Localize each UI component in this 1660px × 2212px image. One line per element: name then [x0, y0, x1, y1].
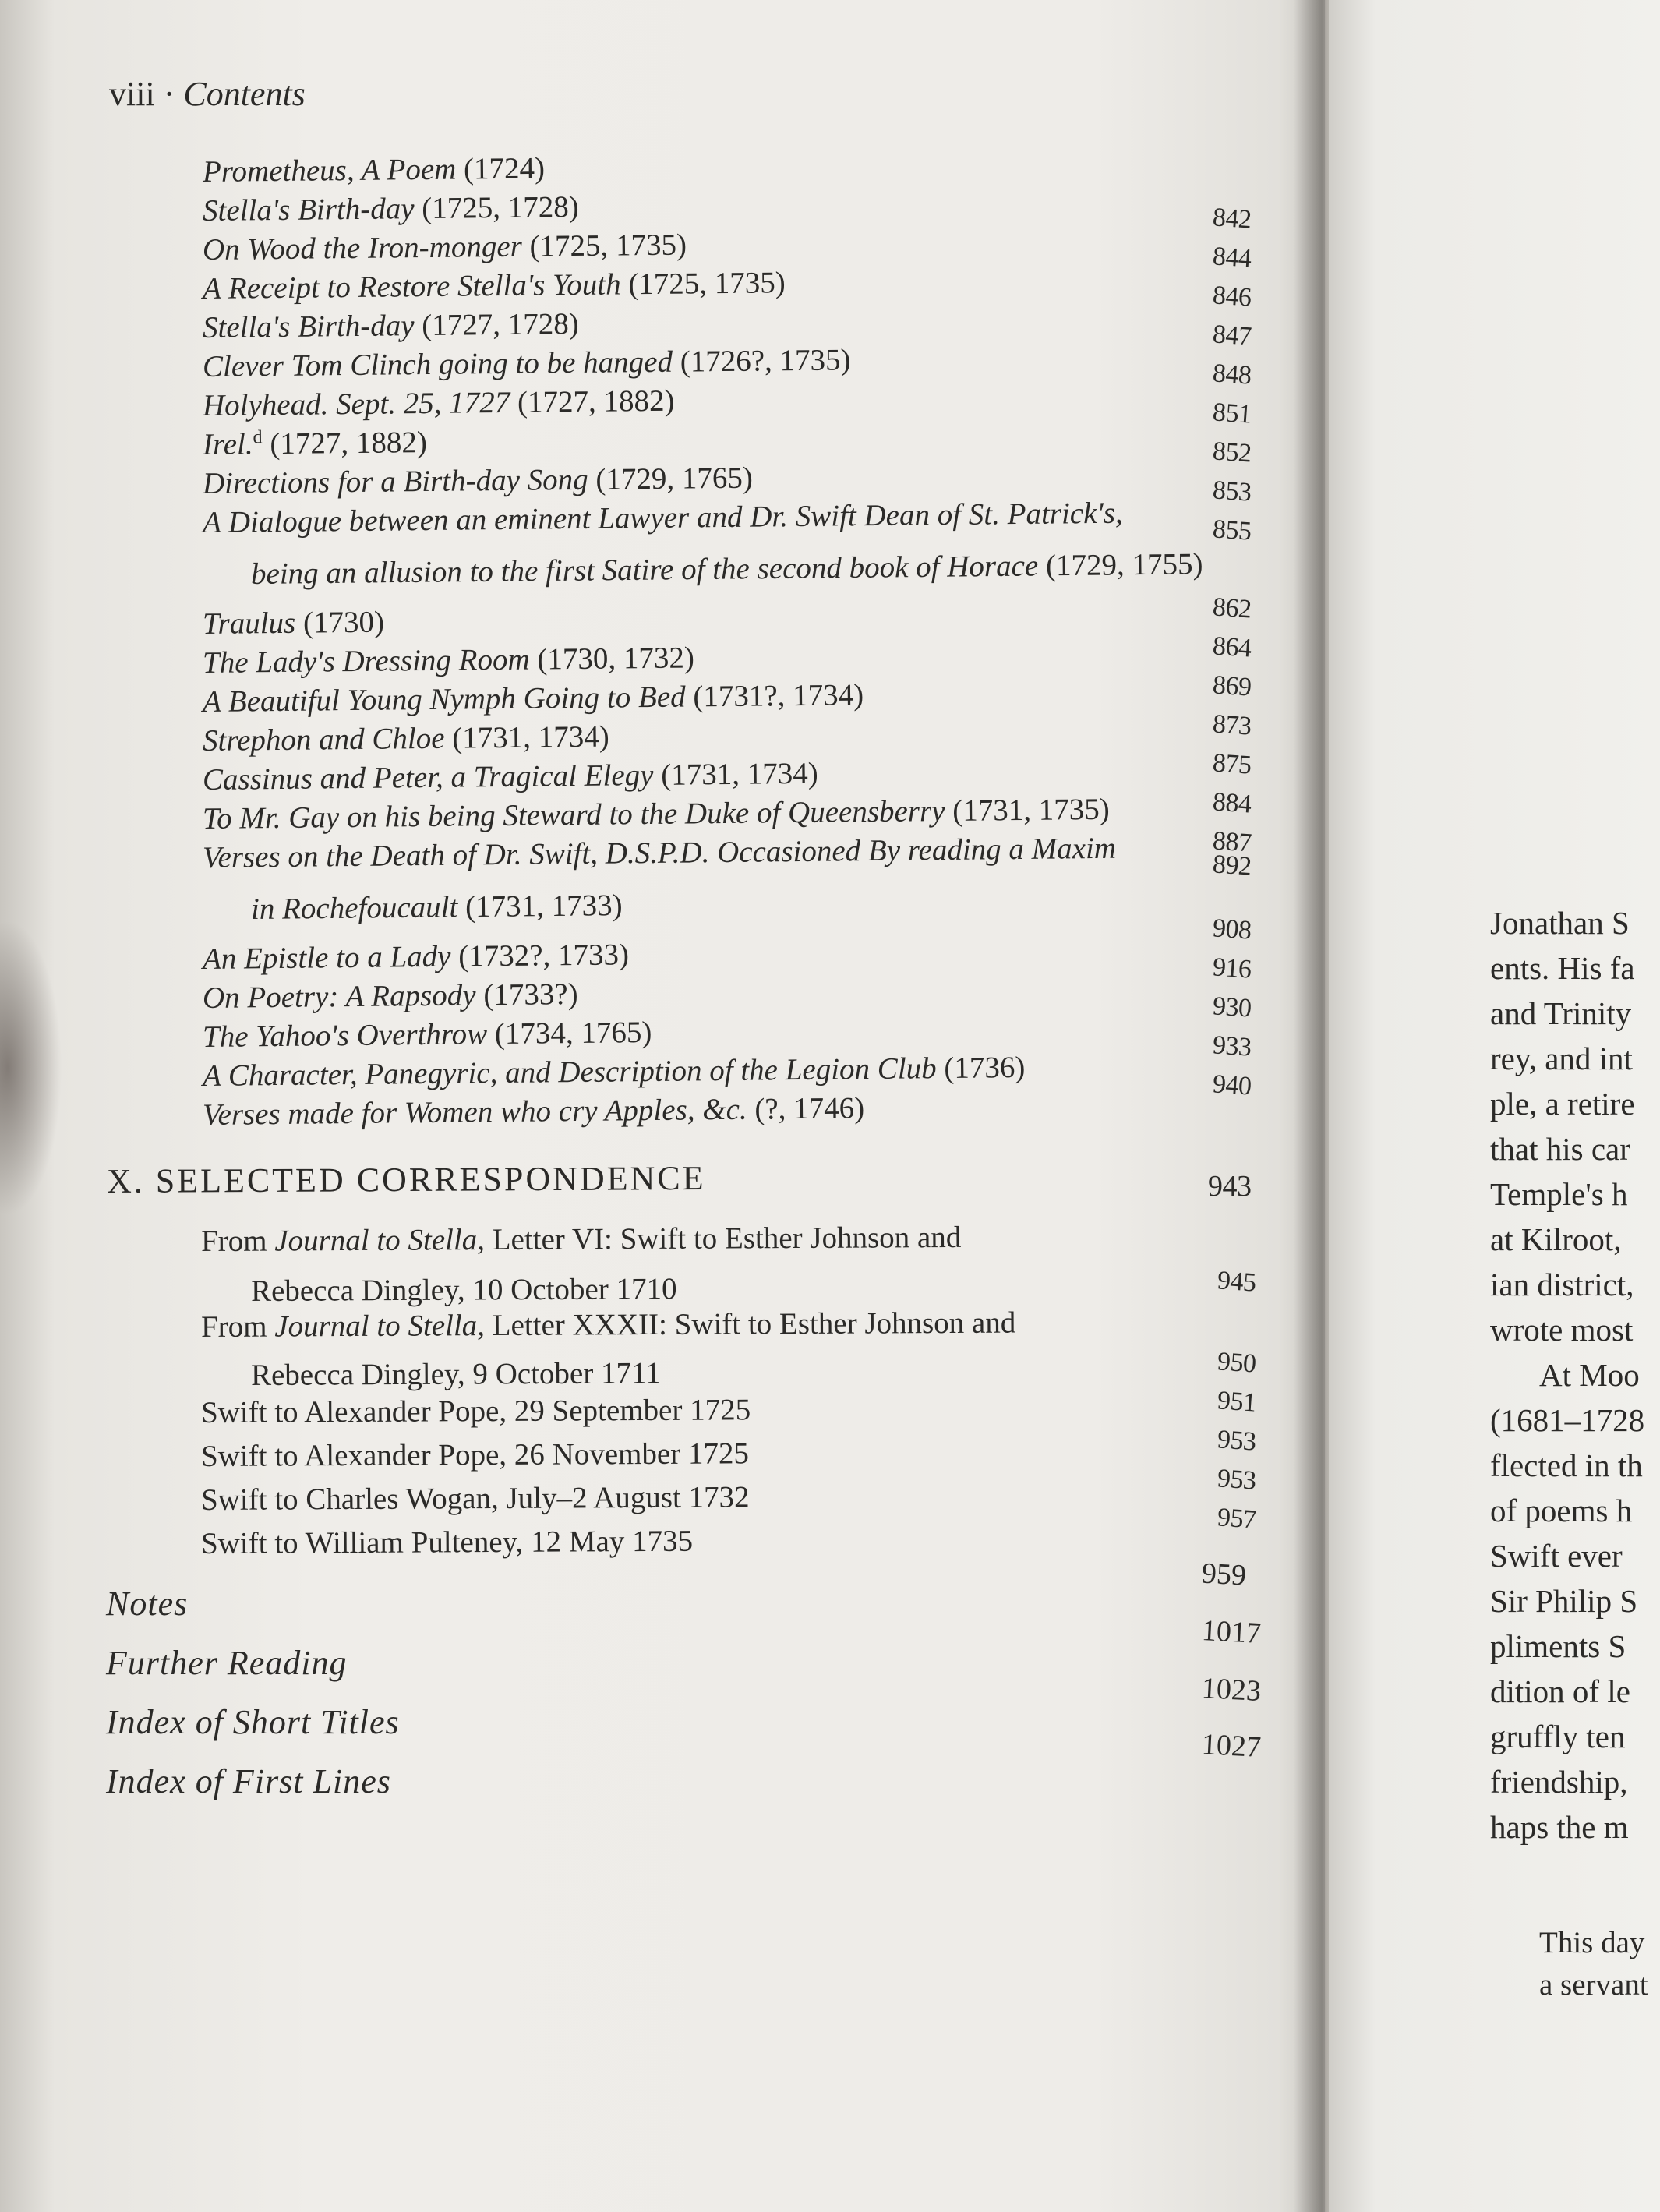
poem-title: Strephon and Chloe	[202, 721, 445, 758]
letter-prefix: From	[200, 1224, 275, 1258]
poem-dates: (?, 1746)	[747, 1091, 865, 1126]
right-page-line: haps the m	[1490, 1809, 1629, 1845]
poem-title: A Character, Panegyric, and Description of the Legion Club	[202, 1051, 937, 1093]
poem-dates: (1731, 1734)	[653, 756, 818, 792]
letter-entry: Swift to William Pulteney, 12 May 1735	[200, 1524, 694, 1560]
poem-dates: (1731, 1734)	[444, 719, 609, 755]
poem-title-continued: in Rochefoucault	[250, 890, 458, 926]
poem-dates: (1731, 1735)	[945, 792, 1110, 829]
poem-dates: (1734, 1765)	[486, 1015, 652, 1051]
page-number: 869	[1211, 670, 1252, 702]
page-number: 953	[1216, 1464, 1257, 1496]
letter-description: Letter VI: Swift to Esther Johnson and	[484, 1220, 962, 1257]
poem-title: Verses made for Women who cry Apples, &c.	[202, 1092, 747, 1132]
toc-poem-entry	[203, 461, 753, 501]
page-number: 862	[1211, 592, 1252, 624]
poem-dates: (1727, 1882)	[510, 383, 675, 419]
page-number: 848	[1211, 359, 1252, 390]
toc-poem-entry	[203, 1015, 652, 1055]
letter-source: Journal to Stella,	[274, 1309, 486, 1344]
poem-dates: (1733?)	[475, 977, 578, 1012]
poem-title: Stella's Birth-day	[202, 309, 415, 345]
letter-prefix: From	[200, 1309, 275, 1344]
letter-entry	[201, 1220, 962, 1259]
page-number: 842	[1211, 203, 1252, 235]
back-matter-entry: Index of Short Titles	[106, 1703, 400, 1741]
page-number: 957	[1216, 1503, 1257, 1535]
right-page-line: rey, and int	[1490, 1041, 1633, 1076]
toc-poem-entry	[203, 677, 864, 719]
page-number: 953	[1216, 1425, 1257, 1457]
toc-poem-entry-continued	[251, 546, 1203, 592]
page-number: 875	[1211, 748, 1252, 780]
toc-poem-entry	[203, 265, 786, 306]
poem-title-continued: being an allusion to the first Satire of the second book of Horace	[250, 549, 1039, 591]
letter-description: Letter XXXII: Swift to Esther Johnson and	[484, 1306, 1016, 1343]
right-page-line: dition of le	[1490, 1673, 1630, 1709]
poem-dates: (1732?, 1733)	[450, 938, 630, 973]
page-number: 892	[1211, 850, 1252, 882]
page-number: 951	[1216, 1386, 1257, 1418]
letter-entry-continued: Rebecca Dingley, 10 October 1710	[250, 1272, 677, 1308]
right-page-quote-line: This day	[1539, 1926, 1645, 1959]
page-number: 887	[1211, 826, 1252, 858]
right-page-line: gruffly ten	[1490, 1719, 1626, 1754]
header-separator: ·	[163, 75, 175, 113]
page-number: 916	[1211, 952, 1252, 984]
poem-dates: (1731, 1733)	[457, 889, 623, 924]
right-page-line: pliments S	[1490, 1628, 1626, 1664]
toc-poem-entry	[203, 1090, 865, 1133]
poem-dates: (1727, 1882)	[262, 425, 428, 461]
poem-title: A Beautiful Young Nymph Going to Bed	[202, 680, 686, 719]
page-number: 945	[1216, 1266, 1257, 1298]
poem-dates: (1725, 1735)	[620, 266, 786, 302]
page-number: 933	[1211, 1030, 1252, 1062]
page-number: 930	[1211, 991, 1252, 1023]
section-heading: X. SELECTED CORRESPONDENCE	[106, 1158, 706, 1200]
poem-dates: (1730)	[295, 605, 385, 640]
right-page-line: ents. His fa	[1490, 950, 1635, 986]
toc-poem-entry	[203, 640, 694, 680]
toc-poem-entry	[203, 1050, 1026, 1094]
page-number: 1027	[1200, 1728, 1263, 1764]
poem-dates: (1724)	[456, 151, 546, 186]
poem-dates: (1729, 1755)	[1038, 547, 1203, 583]
right-page-line: flected in th	[1490, 1447, 1643, 1483]
poem-dates: (1736)	[936, 1050, 1026, 1086]
letter-entry-continued: Rebecca Dingley, 9 October 1711	[250, 1356, 661, 1392]
toc-poem-entry	[203, 937, 629, 977]
page-number: 846	[1211, 281, 1252, 313]
letter-source: Journal to Stella,	[274, 1223, 486, 1258]
poem-title: A Dialogue between an eminent Lawyer and Dr. Swift Dean of St. Patrick's,	[202, 496, 1123, 539]
poem-title: An Epistle to a Lady	[202, 939, 451, 976]
page-number: 853	[1211, 475, 1252, 507]
toc-poem-entry	[203, 383, 675, 423]
page-number: 940	[1211, 1069, 1252, 1101]
page-number: 851	[1211, 398, 1252, 429]
back-matter-entry: Further Reading	[106, 1644, 348, 1682]
poem-title: A Receipt to Restore Stella's Youth	[202, 267, 621, 306]
toc-poem-entry	[203, 605, 384, 641]
poem-dates: (1726?, 1735)	[672, 343, 851, 379]
page-number: 1023	[1200, 1672, 1263, 1708]
poem-title: Traulus	[202, 606, 296, 641]
page-number: 847	[1211, 320, 1252, 352]
right-page-line: (1681–1728	[1490, 1402, 1645, 1438]
page-number: 864	[1211, 631, 1252, 663]
poem-dates: (1725, 1728)	[414, 189, 579, 226]
right-page-line: friendship,	[1490, 1764, 1628, 1800]
toc-poem-entry	[203, 227, 687, 267]
letter-entry: Swift to Charles Wogan, July–2 August 1732	[200, 1480, 750, 1517]
right-page-line: Sir Philip S	[1490, 1583, 1638, 1619]
right-page-line: wrote most	[1490, 1312, 1634, 1348]
poem-title: Verses on the Death of Dr. Swift, D.S.P.D. Occasioned By reading a Maxim	[202, 831, 1117, 875]
poem-dates: (1725, 1735)	[521, 228, 687, 263]
toc-poem-entry	[203, 306, 579, 345]
page-number: 884	[1211, 787, 1252, 819]
right-page-line: ple, a retire	[1490, 1086, 1635, 1122]
poem-title: Prometheus, A Poem	[202, 152, 457, 189]
toc-poem-entry	[203, 792, 1110, 836]
section-page-number: 943	[1208, 1170, 1252, 1203]
right-page-line: Jonathan S	[1490, 905, 1630, 941]
poem-title: The Lady's Dressing Room	[202, 642, 530, 680]
toc-poem-entry-continued	[251, 888, 623, 927]
poem-dates: (1729, 1765)	[588, 461, 754, 496]
right-page-line: of poems h	[1490, 1493, 1633, 1528]
poem-dates: (1730, 1732)	[529, 641, 695, 677]
poem-title: Stella's Birth-day	[202, 192, 415, 228]
poem-title: Cassinus and Peter, a Tragical Elegy	[202, 758, 654, 797]
toc-poem-entry	[203, 831, 1116, 875]
right-page-line: At Moo	[1539, 1357, 1640, 1393]
folio-number: viii	[109, 75, 155, 113]
page-number: 855	[1211, 514, 1252, 546]
letter-entry	[201, 1306, 1016, 1345]
back-matter-entry: Notes	[106, 1585, 189, 1623]
toc-poem-entry	[203, 342, 851, 384]
poem-title: The Yahoo's Overthrow	[202, 1017, 488, 1054]
letter-entry: Swift to Alexander Pope, 29 September 1725	[200, 1393, 751, 1429]
poem-title: To Mr. Gay on his being Steward to the Duke of Queensberry	[202, 794, 945, 836]
right-page-line: Swift ever	[1490, 1538, 1623, 1574]
poem-dates: (1727, 1728)	[414, 306, 579, 343]
right-page-line: that his car	[1490, 1131, 1630, 1167]
page-number: 908	[1211, 913, 1252, 945]
poem-title-superscript: d	[253, 427, 263, 448]
page-number: 959	[1200, 1557, 1248, 1592]
page-number: 873	[1211, 709, 1252, 741]
poem-title: Clever Tom Clinch going to be hanged	[202, 345, 673, 383]
back-matter-entry: Index of First Lines	[106, 1762, 391, 1800]
poem-title: On Poetry: A Rapsody	[202, 978, 476, 1015]
page-number: 1017	[1200, 1614, 1263, 1650]
poem-dates: (1731?, 1734)	[685, 678, 864, 714]
right-page-line: ian district,	[1490, 1267, 1634, 1302]
right-page-quote-line: a servant	[1539, 1968, 1648, 2002]
page-number: 844	[1211, 242, 1252, 274]
toc-poem-entry	[203, 496, 1123, 540]
right-page-line: and Trinity	[1490, 995, 1632, 1031]
toc-poem-entry	[203, 189, 579, 228]
page-number: 852	[1211, 436, 1252, 468]
right-page-line: Temple's h	[1490, 1176, 1628, 1212]
poem-title: On Wood the Iron-monger	[202, 229, 523, 267]
toc-poem-entry	[203, 425, 427, 462]
toc-poem-entry	[203, 150, 545, 189]
poem-title: Holyhead. Sept. 25, 1727	[202, 385, 510, 422]
poem-title: Directions for a Birth-day Song	[202, 462, 588, 500]
toc-poem-entry	[203, 977, 578, 1016]
letter-entry: Swift to Alexander Pope, 26 November 1725	[200, 1436, 750, 1473]
toc-poem-entry	[203, 719, 609, 758]
toc-poem-entry	[203, 756, 818, 797]
header-title: Contents	[183, 75, 306, 113]
page-number: 950	[1216, 1347, 1257, 1379]
poem-title: Irel.	[202, 427, 253, 461]
right-page-line: at Kilroot,	[1490, 1221, 1622, 1257]
